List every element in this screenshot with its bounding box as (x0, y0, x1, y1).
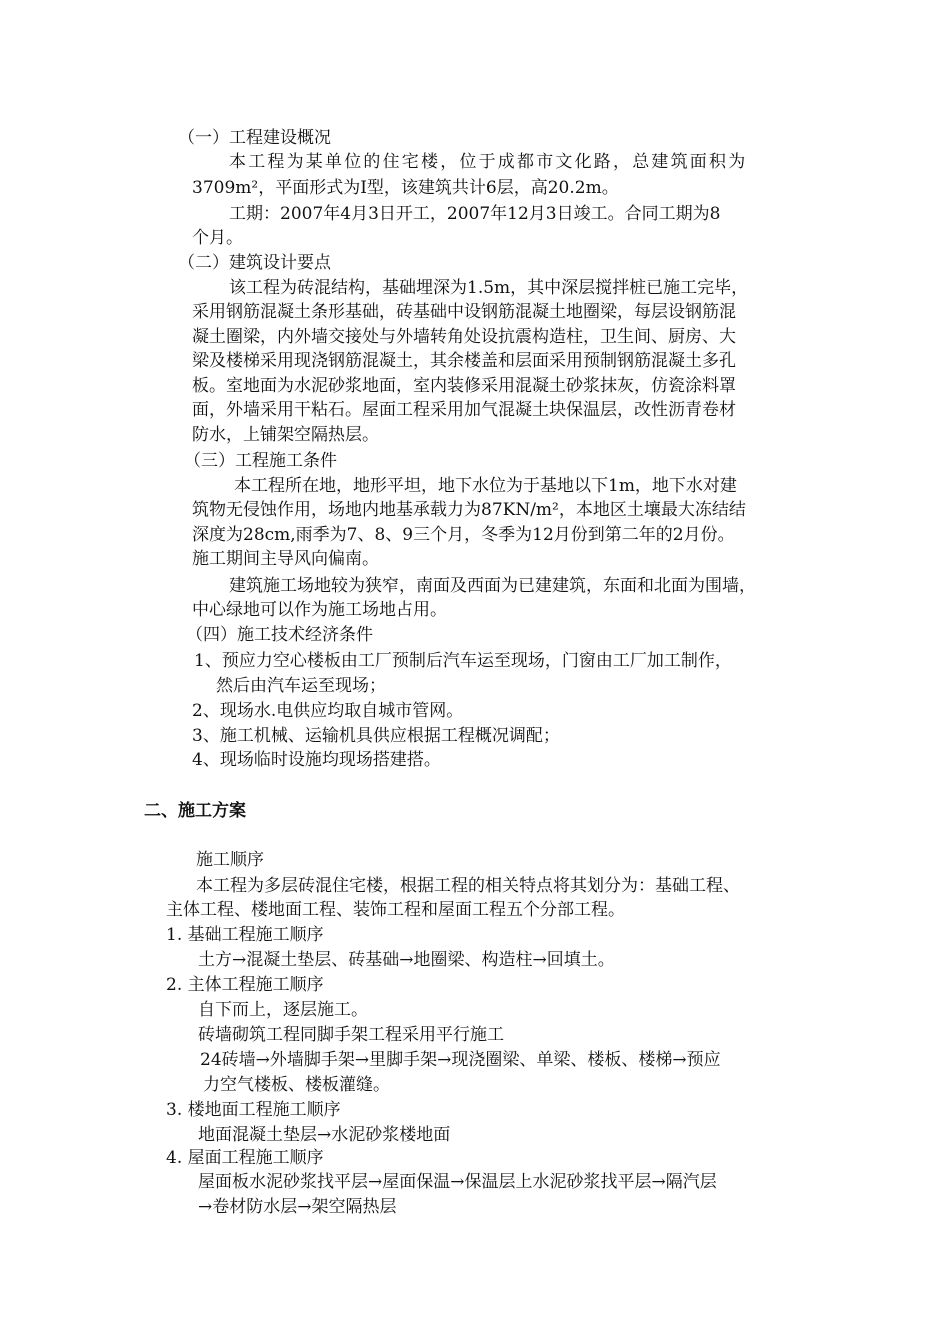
numbered-heading: 4. 屋面工程施工顺序 (166, 1148, 324, 1168)
section-title-construction-plan: 二、施工方案 (144, 801, 246, 821)
paragraph-line: 建筑施工场地较为狭窄，南面及西面为已建建筑，东面和北面为围墙， (229, 576, 756, 596)
paragraph-line: 凝土圈梁，内外墙交接处与外墙转角处设抗震构造柱，卫生间、厨房、大 (192, 327, 736, 347)
paragraph-line: 本工程为某单位的住宅楼，位于成都市文化路，总建筑面积为 (229, 152, 748, 172)
numbered-heading: 2. 主体工程施工顺序 (166, 975, 324, 995)
heading-construction-conditions: （三）工程施工条件 (184, 451, 337, 471)
sequence-line: 自下而上，逐层施工。 (198, 1000, 368, 1020)
paragraph-line: 主体工程、楼地面工程、装饰工程和屋面工程五个分部工程。 (166, 900, 625, 920)
paragraph-line: 深度为28cm,雨季为7、8、9三个月，冬季为12月份到第二年的2月份。 (192, 525, 735, 545)
paragraph-line: 工期：2007年4月3日开工，2007年12月3日竣工。合同工期为8 (229, 204, 721, 224)
sequence-line: →卷材防水层→架空隔热层 (198, 1197, 397, 1217)
paragraph-line: 本工程所在地，地形平坦，地下水位为于基地以下1m，地下水对建 (234, 476, 737, 496)
paragraph-line: 防水，上铺架空隔热层。 (192, 425, 379, 445)
list-item: 1、预应力空心楼板由工厂预制后汽车运至现场，门窗由工厂加工制作， (194, 651, 732, 671)
sequence-line: 砖墙砌筑工程同脚手架工程采用平行施工 (198, 1025, 504, 1045)
paragraph-line: 该工程为砖混结构，基础埋深为1.5m，其中深层搅拌桩已施工完毕， (229, 278, 749, 298)
heading-design-points: （二）建筑设计要点 (178, 253, 331, 273)
sequence-line: 24砖墙→外墙脚手架→里脚手架→现浇圈梁、单梁、楼板、楼梯→预应 (200, 1050, 721, 1070)
paragraph-line: 筑物无侵蚀作用，场地内地基承载力为87KN/m²，本地区土壤最大冻结结 (192, 500, 746, 520)
paragraph-line: 施工期间主导风向偏南。 (192, 549, 379, 569)
heading-tech-economic-conditions: （四）施工技术经济条件 (186, 625, 373, 645)
sequence-line: 屋面板水泥砂浆找平层→屋面保温→保温层上水泥砂浆找平层→隔汽层 (198, 1172, 717, 1192)
heading-project-overview: （一）工程建设概况 (178, 128, 331, 148)
sequence-line: 土方→混凝土垫层、砖基础→地圈梁、构造柱→回填土。 (198, 950, 615, 970)
list-item: 2、现场水.电供应均取自城市管网。 (192, 701, 464, 721)
subheading-construction-sequence: 施工顺序 (196, 850, 264, 870)
sequence-line: 地面混凝土垫层→水泥砂浆楼地面 (198, 1125, 451, 1145)
list-item: 4、现场临时设施均现场搭建搭。 (192, 750, 441, 770)
paragraph-line: 3709m²，平面形式为Ⅰ型，该建筑共计6层，高20.2m。 (192, 178, 619, 198)
list-item: 3、施工机械、运输机具供应根据工程概况调配； (192, 726, 560, 746)
paragraph-line: 中心绿地可以作为施工场地占用。 (192, 600, 447, 620)
paragraph-line: 板。室地面为水泥砂浆地面，室内装修采用混凝土砂浆抹灰，仿瓷涂料罩 (192, 376, 736, 396)
sequence-line: 力空气楼板、楼板灌缝。 (203, 1075, 390, 1095)
numbered-heading: 1. 基础工程施工顺序 (166, 925, 324, 945)
paragraph-line: 面，外墙采用干粘石。屋面工程采用加气混凝土块保温层，改性沥青卷材 (192, 400, 736, 420)
numbered-heading: 3. 楼地面工程施工顺序 (166, 1100, 341, 1120)
paragraph-line: 梁及楼梯采用现浇钢筋混凝土，其余楼盖和层面采用预制钢筋混凝土多孔 (192, 351, 736, 371)
paragraph-line: 本工程为多层砖混住宅楼，根据工程的相关特点将其划分为：基础工程、 (196, 876, 740, 896)
paragraph-line: 个月。 (192, 228, 243, 248)
paragraph-line: 采用钢筋混凝土条形基础，砖基础中设钢筋混凝土地圈梁，每层设钢筋混 (192, 302, 736, 322)
list-item-continuation: 然后由汽车运至现场； (216, 676, 386, 696)
